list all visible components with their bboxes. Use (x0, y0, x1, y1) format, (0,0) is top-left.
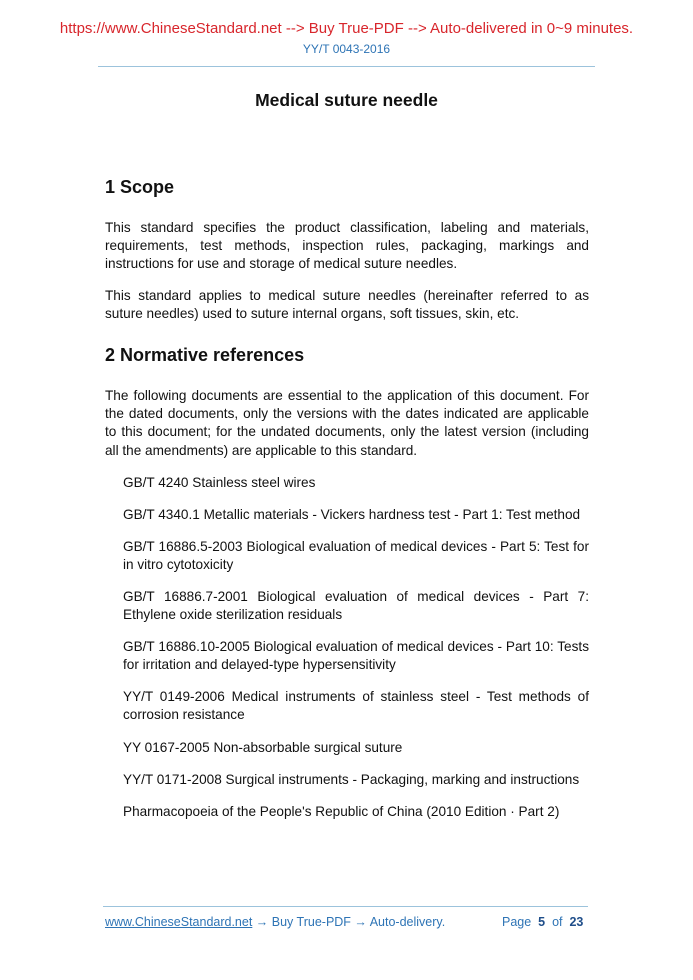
footer-divider (103, 906, 588, 907)
reference-item: GB/T 4340.1 Metallic materials - Vickers hardness test - Part 1: Test method (123, 507, 581, 522)
reference-item: Pharmacopoeia of the People's Republic of China (2010 Edition · Part 2) (123, 804, 560, 819)
section-heading-scope: 1 Scope (105, 177, 175, 197)
scope-paragraph-2: This standard applies to medical suture needles (hereinafter referred to as suture needles) used to suture internal organs, soft tissues, skin, etc. (105, 288, 589, 322)
reference-item: GB/T 16886.5-2003 Biological evaluation of medical devices - Part 5: Test for in vitro cytotoxicity (123, 539, 589, 573)
total-pages: 23 (569, 915, 584, 929)
reference-item: YY/T 0149-2006 Medical instruments of stainless steel - Test methods of corrosion resistance (123, 689, 589, 723)
promo-banner: https://www.ChineseStandard.net --> Buy True-PDF --> Auto-delivered in 0~9 minutes. (59, 20, 634, 37)
document-number: YY/T 0043-2016 (302, 42, 391, 56)
references-intro: The following documents are essential to the application of this document. For the dated documents, only the versions with the dates indicated are applicable to this document; for the undated documents, only the latest version (including all the amendments) are applicable to this standard. (105, 388, 589, 458)
reference-item: YY 0167-2005 Non-absorbable surgical suture (123, 740, 403, 755)
section-heading-normative-references: 2 Normative references (105, 345, 305, 365)
page-indicator (502, 915, 583, 929)
reference-item: GB/T 16886.10-2005 Biological evaluation of medical devices - Part 10: Tests for irritation and delayed-type hypersensitivity (123, 639, 589, 673)
footer-tagline: → Buy True-PDF → Auto-delivery. (252, 915, 446, 929)
footer-promo (105, 915, 445, 929)
scope-paragraph-1: This standard specifies the product classification, labeling and materials, requirements, test methods, inspection rules, packaging, markings and instructions for use and storage of medical suture needles. (105, 220, 589, 272)
reference-item: GB/T 4240 Stainless steel wires (123, 475, 316, 490)
document-title: Medical suture needle (255, 90, 438, 110)
header-divider (98, 66, 595, 67)
page-label: Page (502, 915, 532, 929)
of-label: of (552, 915, 563, 929)
footer-site-link[interactable]: www.ChineseStandard.net (105, 915, 253, 929)
current-page: 5 (538, 915, 546, 929)
reference-item: GB/T 16886.7-2001 Biological evaluation of medical devices - Part 7: Ethylene oxide sterilization residuals (123, 589, 589, 623)
reference-item: YY/T 0171-2008 Surgical instruments - Packaging, marking and instructions (123, 772, 580, 787)
